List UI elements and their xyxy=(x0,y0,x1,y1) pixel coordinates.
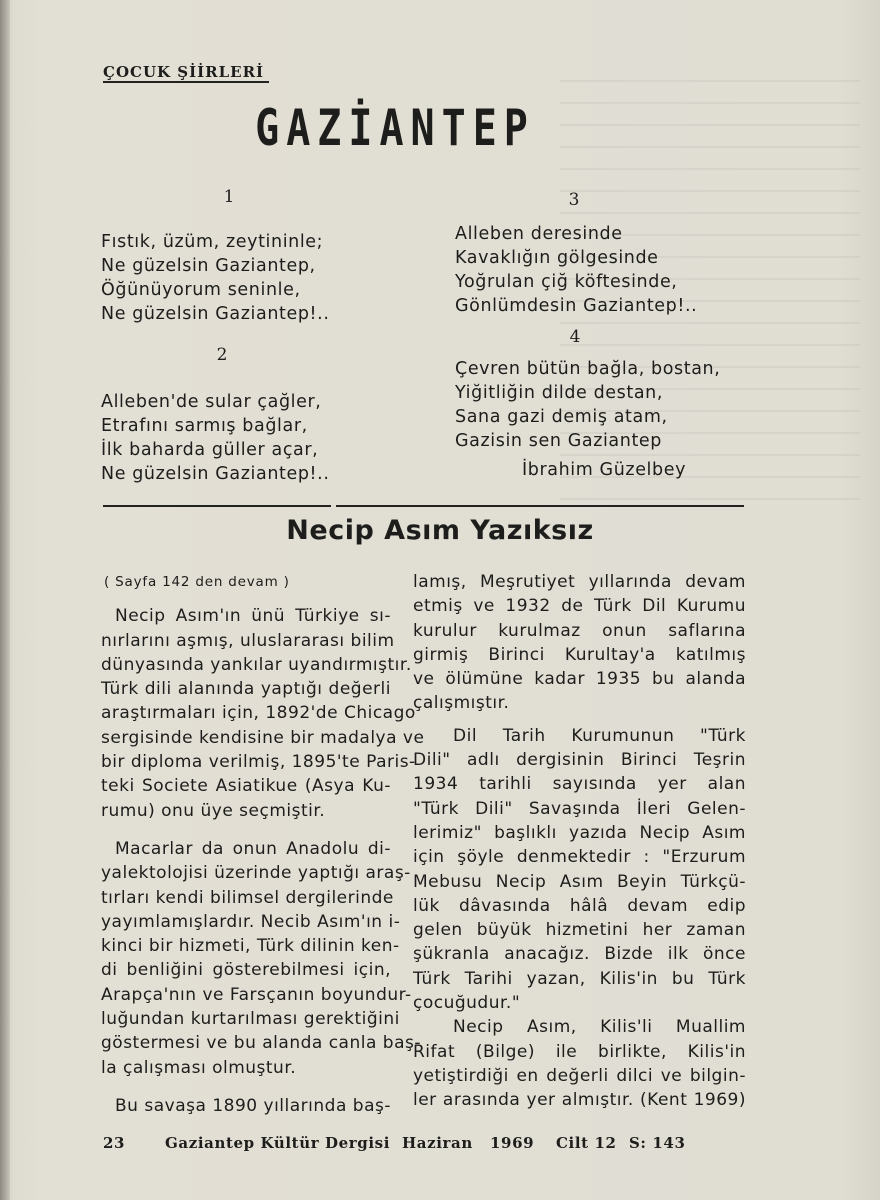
article-line: teki Societe Asiatikue (Asya Ku- xyxy=(101,776,391,797)
stanza-number: 1 xyxy=(223,187,235,207)
article-line: Bu savaşa 1890 yıllarında baş- xyxy=(115,1095,391,1116)
poem-line: Ne güzelsin Gaziantep!.. xyxy=(101,464,330,484)
poem-line: Gönlümdesin Gaziantep!.. xyxy=(455,296,698,316)
article-line: di benliğini gösterebilmesi için, xyxy=(101,960,391,981)
article-line: lerimiz" başlıklı yazıda Necip Asım xyxy=(413,822,746,843)
article-line: ler arasında yer almıştır. (Kent 1969) xyxy=(413,1090,746,1111)
stanza-number: 4 xyxy=(569,327,581,347)
poem-line: İlk baharda güller açar, xyxy=(101,440,319,460)
article-line: gelen büyük hizmetini her zaman xyxy=(413,920,746,941)
article-line: bir diploma verilmiş, 1895'te Paris- xyxy=(101,752,416,773)
footer-issue: S: 143 xyxy=(629,1134,686,1152)
article-line: Dili" adlı dergisinin Birinci Teşrin xyxy=(413,750,746,771)
article-line: için şöyle denmektedir : "Erzurum xyxy=(413,847,746,868)
footer-page-number: 23 xyxy=(103,1134,126,1152)
article-line: Dil Tarih Kurumunun "Türk xyxy=(453,725,746,746)
article-left-column xyxy=(101,570,425,1118)
footer-year: 1969 xyxy=(490,1134,535,1152)
article-line: "Türk Dili" Savaşında İleri Gelen- xyxy=(413,798,746,819)
article-line: Arapça'nın ve Farsçanın boyundur- xyxy=(101,984,412,1005)
article-line: ve ölümüne kadar 1935 bu alanda xyxy=(413,669,746,690)
article-line: Necip Asım'ın ünü Türkiye sı- xyxy=(115,606,391,627)
poem-line: Yiğitliğin dilde destan, xyxy=(455,383,664,403)
paragraph-gap xyxy=(101,823,391,837)
article-line: Macarlar da onun Anadolu di- xyxy=(115,838,391,859)
article-line: araştırmaları için, 1892'de Chicago xyxy=(101,703,416,724)
article-line: la çalışması olmuştur. xyxy=(101,1057,297,1078)
poem-author: İbrahim Güzelbey xyxy=(522,460,687,480)
poem-stanza xyxy=(101,230,330,326)
poem-line: Sana gazi demiş atam, xyxy=(455,407,668,427)
article-line: şükranla anacağız. Bizde ilk önce xyxy=(413,944,746,965)
divider-rule xyxy=(103,505,331,507)
stanza-number: 2 xyxy=(216,345,228,365)
paragraph-gap xyxy=(101,1080,391,1094)
article-line: lük dâvasında hâlâ devam edip xyxy=(413,895,746,916)
article-line: göstermesi ve bu alanda canla baş- xyxy=(101,1033,421,1054)
section-underline xyxy=(103,81,269,83)
poem-stanza xyxy=(455,222,697,318)
article-line: Necip Asım, Kilis'li Muallim xyxy=(453,1017,746,1038)
article-line: luğundan kurtarılması gerektiğini xyxy=(101,1009,400,1030)
article-title: Necip Asım Yazıksız xyxy=(286,515,594,546)
poem-line: Kavaklığın gölgesinde xyxy=(455,248,659,268)
article-line: rumu) onu üye seçmiştir. xyxy=(101,800,326,821)
poem-line: Alleben deresinde xyxy=(455,224,623,244)
continued-note: ( Sayfa 142 den devam ) xyxy=(104,574,290,590)
article-line: Türk Tarihi yazan, Kilis'in bu Türk xyxy=(413,968,746,989)
poem-line: Gazisin sen Gaziantep xyxy=(455,431,662,451)
article-line: yetiştirdiği en değerli dilci ve bilgin- xyxy=(413,1065,746,1086)
article-line: çocuğudur." xyxy=(413,993,521,1014)
poem-line: Yoğrulan çiğ köftesinde, xyxy=(455,272,678,292)
article-line: dünyasında yankılar uyandırmıştır. xyxy=(101,654,412,675)
article-line: Mebusu Necip Asım Beyin Türkçü- xyxy=(413,871,746,892)
article-line: kinci bir hizmeti, Türk dilinin ken- xyxy=(101,936,400,957)
article-line: girmiş Birinci Kurultay'a katılmış xyxy=(413,644,746,665)
article-line: etmiş ve 1932 de Türk Dil Kurumu xyxy=(413,596,746,617)
poem-line: Öğünüyorum seninle, xyxy=(101,280,301,300)
article-line: 1934 tarihli sayısında yer alan xyxy=(413,774,746,795)
poem-line: Fıstık, üzüm, zeytininle; xyxy=(101,232,324,252)
article-line: lamış, Meşrutiyet yıllarında devam xyxy=(413,572,746,592)
article-line: yayımlamışlardır. Necib Asım'ın i- xyxy=(101,911,401,932)
page-spine-shadow xyxy=(0,0,10,1200)
poem-line: Çevren bütün bağla, bostan, xyxy=(455,359,721,379)
article-line: yalektolojisi üzerinde yaptığı araş- xyxy=(101,863,411,884)
article-line: Türk dili alanında yaptığı değerli xyxy=(101,679,391,700)
article-line: kurulur kurulmaz onun saflarına xyxy=(413,620,746,641)
poem-line: Etrafını sarmış bağlar, xyxy=(101,416,308,436)
poem-stanza xyxy=(101,390,330,486)
footer-journal: Gaziantep Kültür Dergisi xyxy=(165,1134,391,1152)
article-line: Rifat (Bilge) ile birlikte, Kilis'in xyxy=(413,1041,746,1062)
stanza-number: 3 xyxy=(568,190,580,210)
article-line: tırları kendi bilimsel dergilerinde xyxy=(101,887,394,908)
article-line: nırlarını aşmış, uluslararası bilim xyxy=(101,630,395,651)
article-line: sergisinde kendisine bir madalya ve xyxy=(101,727,425,748)
section-label: ÇOCUK ŞİİRLERİ xyxy=(103,63,265,81)
poem-line: Ne güzelsin Gaziantep!.. xyxy=(101,304,330,324)
poem-line: Ne güzelsin Gaziantep, xyxy=(101,256,316,276)
article-right-column xyxy=(413,570,746,1113)
poem-line: Alleben'de sular çağler, xyxy=(101,392,322,412)
footer-volume: Cilt 12 xyxy=(556,1134,617,1152)
footer-month: Haziran xyxy=(402,1134,473,1152)
poem-stanza xyxy=(455,357,720,453)
poem-title: GAZİANTEP xyxy=(255,100,535,158)
article-line: çalışmıştır. xyxy=(413,693,510,714)
divider-rule xyxy=(336,505,744,507)
